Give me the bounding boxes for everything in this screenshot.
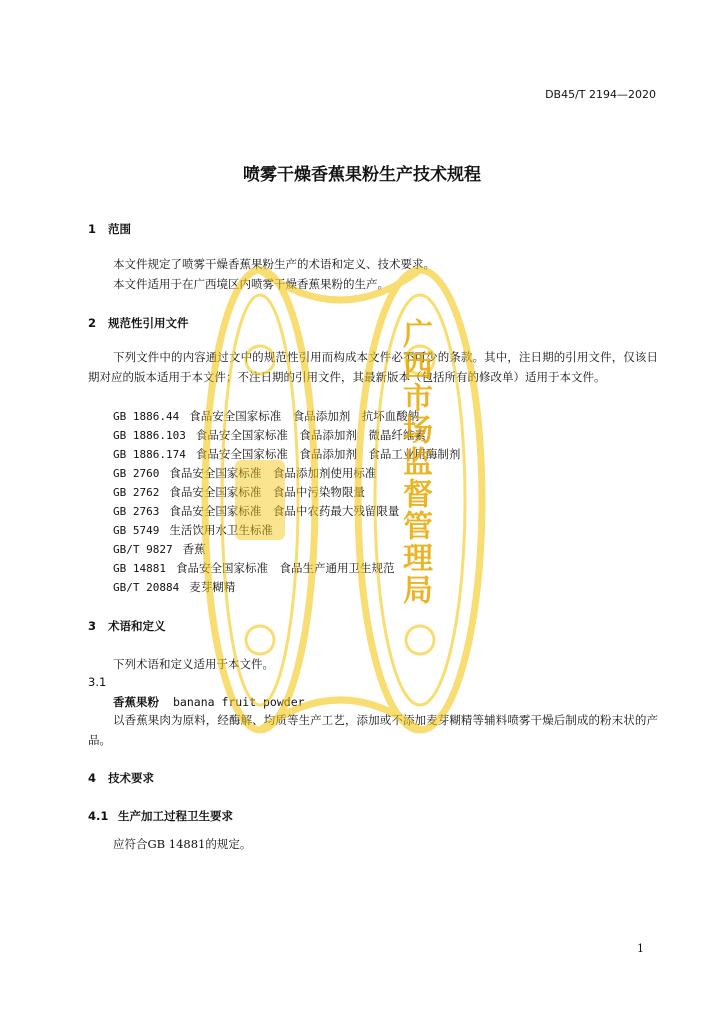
reference-code: GB 1886.103: [113, 429, 186, 442]
watermark-seal: [180, 240, 500, 760]
section-3-heading: [88, 618, 166, 634]
reference-item: [113, 560, 394, 576]
reference-item: [113, 465, 376, 481]
reference-title: 食品安全国家标准 食品生产通用卫生规范: [175, 561, 395, 575]
reference-title: 麦芽糊精: [189, 580, 236, 594]
normative-references-intro: 下列文件中的内容通过文中的规范性引用而构成本文件必不可少的条款。其中，注日期的引用文件，仅该日期对应的版本适用于本文件；不注日期的引用文件，其最新版本（包括所有的修改单）适用于本文件。: [88, 350, 658, 384]
reference-title: 生活饮用水卫生标准: [169, 523, 273, 537]
reference-code: GB 1886.174: [113, 448, 186, 461]
section-number: 1: [88, 222, 97, 236]
page-number: 1: [637, 942, 644, 955]
reference-code: GB 5749: [113, 524, 160, 537]
section-number: 2: [88, 316, 97, 330]
reference-item: [113, 484, 365, 500]
term-number: 3.1: [88, 675, 107, 689]
reference-code: GB 1886.44: [113, 410, 180, 423]
reference-code: GB 14881: [113, 562, 166, 575]
reference-code: GB/T 20884: [113, 581, 180, 594]
section-4-1-heading: [88, 808, 233, 824]
reference-item: [113, 408, 419, 424]
reference-title: 食品安全国家标准 食品添加剂 微晶纤维素: [195, 428, 426, 442]
reference-item: [113, 541, 206, 557]
reference-item: [113, 579, 235, 595]
term-entry: [113, 694, 305, 710]
reference-code: GB/T 9827: [113, 543, 173, 556]
section-title: 术语和定义: [108, 619, 166, 633]
reference-title: 食品安全国家标准 食品添加剂 抗坏血酸钠: [189, 409, 420, 423]
scope-line-2: 本文件适用于在广西境区内喷雾干燥香蕉果粉的生产。: [113, 277, 389, 291]
section-4-heading: [88, 770, 154, 786]
reference-item: [113, 522, 273, 538]
scope-line-1: 本文件规定了喷雾干燥香蕉果粉生产的术语和定义、技术要求。: [113, 257, 435, 271]
section-number: 4: [88, 771, 97, 785]
document-number: DB45/T 2194—2020: [545, 88, 656, 101]
section-title: 技术要求: [108, 771, 154, 785]
page-title: 喷雾干燥香蕉果粉生产技术规程: [243, 165, 481, 185]
reference-title: 香蕉: [182, 542, 206, 556]
section-2-heading: [88, 315, 189, 331]
reference-title: 食品安全国家标准 食品中污染物限量: [169, 485, 365, 499]
reference-code: GB 2760: [113, 467, 160, 480]
reference-item: [113, 503, 399, 519]
reference-title: 食品安全国家标准 食品添加剂使用标准: [169, 466, 377, 480]
reference-code: GB 2762: [113, 486, 160, 499]
watermark-text: 广西市场监督管理局: [397, 318, 432, 606]
reference-title: 食品安全国家标准 食品中农药最大残留限量: [169, 504, 400, 518]
section-title: 范围: [108, 222, 131, 236]
section-title: 规范性引用文件: [108, 316, 189, 330]
section-number: 4.1: [88, 809, 109, 823]
term-english: banana fruit powder: [173, 695, 305, 709]
reference-code: GB 2763: [113, 505, 160, 518]
term-chinese: 香蕉果粉: [113, 695, 159, 709]
section-1-heading: [88, 221, 131, 237]
reference-item: [113, 427, 426, 443]
reference-title: 食品安全国家标准 食品添加剂 食品工业用酶制剂: [195, 447, 461, 461]
section-title: 生产加工过程卫生要求: [118, 809, 233, 823]
term-definition: 以香蕉果肉为原料，经酶解、均质等生产工艺，添加或不添加麦芽糊精等辅料喷雾干燥后制成的粉末状的产品。: [88, 713, 658, 747]
hygiene-requirement-text: 应符合GB 14881的规定。: [113, 837, 252, 851]
section-number: 3: [88, 619, 97, 633]
terms-intro: 下列术语和定义适用于本文件。: [113, 657, 274, 671]
